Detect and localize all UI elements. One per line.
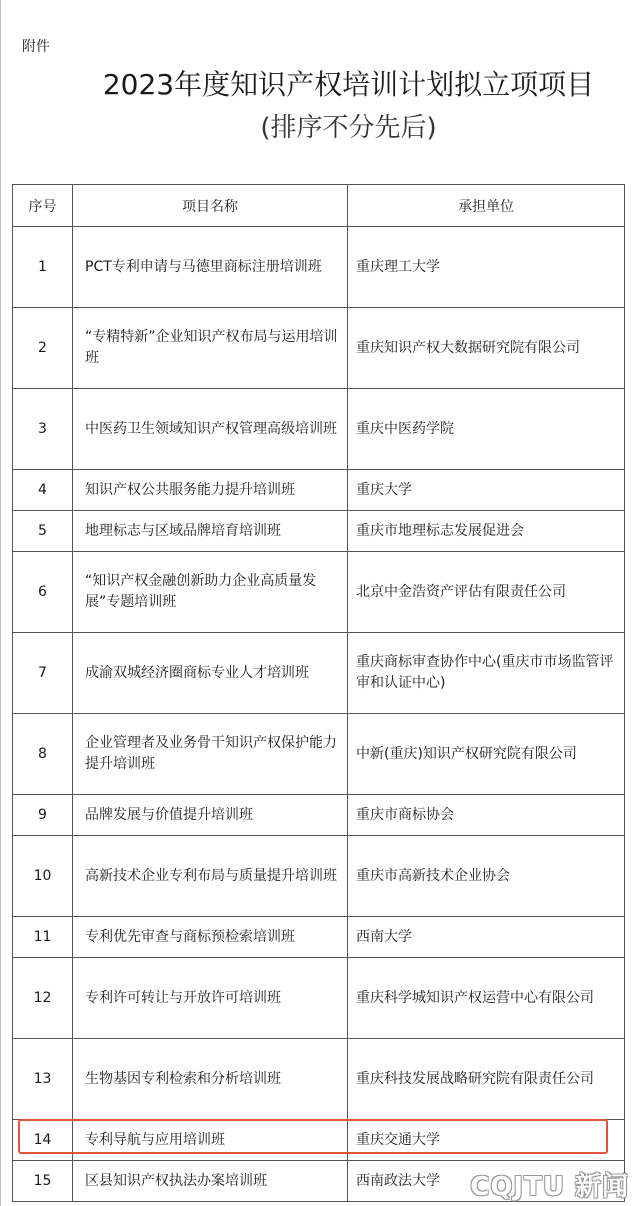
row-project-name: 专利导航与应用培训班 [73,1120,348,1161]
column-header-organization: 承担单位 [348,185,625,227]
page-left-border [0,0,1,1206]
row-organization: 重庆大学 [348,470,625,511]
row-project-name: 生物基因专利检索和分析培训班 [73,1039,348,1120]
table-header-row [13,185,625,227]
table-row [13,308,625,389]
table-row [13,917,625,958]
row-organization: 中新(重庆)知识产权研究院有限公司 [348,714,625,795]
row-index: 12 [13,958,73,1039]
row-project-name: 品牌发展与价值提升培训班 [73,795,348,836]
table-row [13,795,625,836]
row-index: 13 [13,1039,73,1120]
row-index: 1 [13,227,73,308]
row-project-name: 专利许可转让与开放许可培训班 [73,958,348,1039]
row-project-name: 区县知识产权执法办案培训班 [73,1161,348,1202]
column-header-index: 序号 [13,185,73,227]
watermark-logo: CQJTU 新闻 [470,1172,629,1202]
row-index: 6 [13,552,73,633]
row-project-name: 高新技术企业专利布局与质量提升培训班 [73,836,348,917]
row-index: 4 [13,470,73,511]
table-row [13,958,625,1039]
row-index: 3 [13,389,73,470]
row-organization: 重庆科技发展战略研究院有限责任公司 [348,1039,625,1120]
row-organization: 重庆理工大学 [348,227,625,308]
row-organization: 重庆中医药学院 [348,389,625,470]
row-project-name: 成渝双城经济圈商标专业人才培训班 [73,633,348,714]
row-organization: 西南大学 [348,917,625,958]
row-index: 10 [13,836,73,917]
row-index: 7 [13,633,73,714]
row-project-name: “专精特新”企业知识产权布局与运用培训班 [73,308,348,389]
table-row [13,1039,625,1120]
row-project-name: “知识产权金融创新助力企业高质量发展”专题培训班 [73,552,348,633]
row-index: 14 [13,1120,73,1161]
page-subtitle: (排序不分先后) [260,113,437,143]
table-row [13,389,625,470]
row-index: 11 [13,917,73,958]
table-row [13,511,625,552]
row-project-name: 企业管理者及业务骨干知识产权保护能力提升培训班 [73,714,348,795]
table-row [13,836,625,917]
row-project-name: PCT专利申请与马德里商标注册培训班 [73,227,348,308]
row-organization: 重庆市地理标志发展促进会 [348,511,625,552]
row-index: 8 [13,714,73,795]
table-row [13,714,625,795]
row-project-name: 知识产权公共服务能力提升培训班 [73,470,348,511]
attachment-label: 附件 [22,39,50,55]
row-index: 2 [13,308,73,389]
row-highlight-box [18,1119,608,1154]
project-table [12,184,625,1202]
column-header-project-name: 项目名称 [73,185,348,227]
row-index: 9 [13,795,73,836]
row-organization: 重庆商标审查协作中心(重庆市市场监管评审和认证中心) [348,633,625,714]
row-organization: 重庆知识产权大数据研究院有限公司 [348,308,625,389]
row-project-name: 专利优先审查与商标预检索培训班 [73,917,348,958]
row-project-name: 中医药卫生领域知识产权管理高级培训班 [73,389,348,470]
row-organization: 重庆市高新技术企业协会 [348,836,625,917]
row-index: 5 [13,511,73,552]
row-organization: 重庆科学城知识产权运营中心有限公司 [348,958,625,1039]
row-organization: 北京中金浩资产评估有限责任公司 [348,552,625,633]
row-organization: 重庆交通大学 [348,1120,625,1161]
page-title: 2023年度知识产权培训计划拟立项项目 [102,68,595,101]
row-organization: 重庆市商标协会 [348,795,625,836]
table-row [13,227,625,308]
table-row [13,633,625,714]
row-index: 15 [13,1161,73,1202]
row-organization: 西南政法大学 [348,1161,625,1202]
table-row [13,552,625,633]
table-row [13,470,625,511]
row-project-name: 地理标志与区域品牌培育培训班 [73,511,348,552]
